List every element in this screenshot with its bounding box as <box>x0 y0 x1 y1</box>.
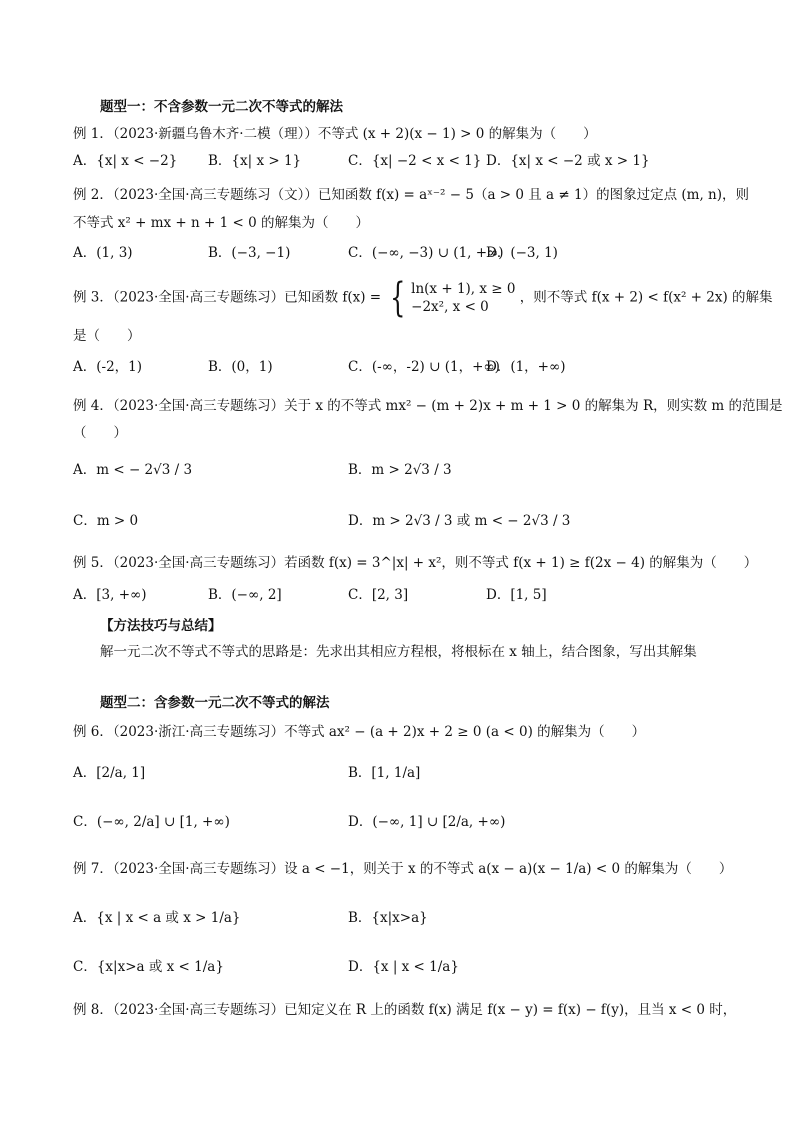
example-4-option-c: C．m > 0 <box>73 513 139 529</box>
example-5-option-d: D．[1, 5] <box>486 587 547 603</box>
example-4-option-d: D．m > 2√3 / 3 或 m < − 2√3 / 3 <box>348 513 571 529</box>
section-1-title: 题型一：不含参数一元二次不等式的解法 <box>100 99 343 115</box>
example-4-line-1: 例 4．（2023·全国·高三专题练习）关于 x 的不等式 mx² − (m + 2)x + m + 1 > 0 的解集为 R，则实数 m 的范围是 <box>73 398 783 414</box>
piecewise-cases <box>411 280 515 316</box>
example-7-option-a: A．{x | x < a 或 x > 1/a} <box>73 910 241 926</box>
piecewise-case-2: −2x², x < 0 <box>411 299 489 315</box>
example-5-option-c: C．[2, 3] <box>348 587 409 603</box>
example-5-option-b: B．(−∞, 2] <box>208 587 282 603</box>
example-2-line-2: 不等式 x² + mx + n + 1 < 0 的解集为（ ） <box>73 215 369 231</box>
method-text: 解一元二次不等式不等式的思路是：先求出其相应方程根，将根标在 x 轴上，结合图象，写出其解集 <box>100 644 697 660</box>
example-3-post: ，则不等式 f(x + 2) < f(x² + 2x) 的解集 <box>519 289 773 306</box>
example-7-stem: 例 7．（2023·全国·高三专题练习）设 a < −1，则关于 x 的不等式 a(x − a)(x − 1/a) < 0 的解集为（ ） <box>73 861 733 877</box>
example-6-option-b: B．[1, 1/a] <box>348 765 421 781</box>
example-6-stem: 例 6．（2023·浙江·高三专题练习）不等式 ax² − (a + 2)x + 2 ≥ 0 (a < 0) 的解集为（ ） <box>73 724 646 740</box>
example-3-line-2: 是（ ） <box>73 328 141 344</box>
example-6-option-c: C．(−∞, 2/a] ∪ [1, +∞) <box>73 814 230 830</box>
example-8-line-1: 例 8．（2023·全国·高三专题练习）已知定义在 R 上的函数 f(x) 满足 f(x − y) = f(x) − f(y)，且当 x < 0 时， <box>73 1002 737 1018</box>
example-4-option-a: A．m < − 2√3 / 3 <box>73 462 193 478</box>
example-2-option-a: A．(1, 3) <box>73 245 133 261</box>
example-3-option-d: D．(1，+∞) <box>486 359 566 375</box>
example-1-option-a: A．{x| x < −2} <box>73 153 178 169</box>
example-6-option-d: D．(−∞, 1] ∪ [2/a, +∞) <box>348 814 506 830</box>
piecewise-brace: { <box>390 275 406 321</box>
piecewise-case-1: ln(x + 1), x ≥ 0 <box>411 281 516 297</box>
example-1-stem: 例 1．（2023·新疆乌鲁木齐·二模（理））不等式 (x + 2)(x − 1) > 0 的解集为（ ） <box>73 126 597 142</box>
example-6-option-a: A．[2/a, 1] <box>73 765 146 781</box>
example-7-option-b: B．{x|x>a} <box>348 910 428 926</box>
example-1-option-d: D．{x| x < −2 或 x > 1} <box>486 153 650 169</box>
example-2-option-b: B．(−3, −1) <box>208 245 291 261</box>
example-3-option-c: C．(-∞，-2) ∪ (1，+∞) <box>348 359 500 375</box>
example-1-option-c: C．{x| −2 < x < 1} <box>348 153 482 169</box>
example-4-option-b: B．m > 2√3 / 3 <box>348 462 452 478</box>
example-3-option-a: A．(-2，1) <box>73 359 143 375</box>
example-2-line-1: 例 2．（2023·全国·高三专题练习（文））已知函数 f(x) = aˣ⁻² − 5（a > 0 且 a ≠ 1）的图象过定点 (m, n)，则 <box>73 187 749 203</box>
method-title: 【方法技巧与总结】 <box>100 618 222 634</box>
example-7-option-c: C．{x|x>a 或 x < 1/a} <box>73 959 224 975</box>
example-3-line-1 <box>73 275 773 321</box>
example-3-pre: 例 3．（2023·全国·高三专题练习）已知函数 f(x) = <box>73 289 382 306</box>
example-5-option-a: A．[3, +∞) <box>73 587 147 603</box>
example-2-option-c: C．(−∞, −3) ∪ (1, +∞) <box>348 245 504 261</box>
example-2-option-d: D．(−3, 1) <box>486 245 558 261</box>
section-2-title: 题型二：含参数一元二次不等式的解法 <box>100 695 330 711</box>
example-3-option-b: B．(0，1) <box>208 359 273 375</box>
example-7-option-d: D．{x | x < 1/a} <box>348 959 459 975</box>
example-5-stem: 例 5．（2023·全国·高三专题练习）若函数 f(x) = 3^|x| + x²，则不等式 f(x + 1) ≥ f(2x − 4) 的解集为（ ） <box>73 555 758 571</box>
example-4-line-2: （ ） <box>73 425 127 441</box>
example-1-option-b: B．{x| x > 1} <box>208 153 302 169</box>
